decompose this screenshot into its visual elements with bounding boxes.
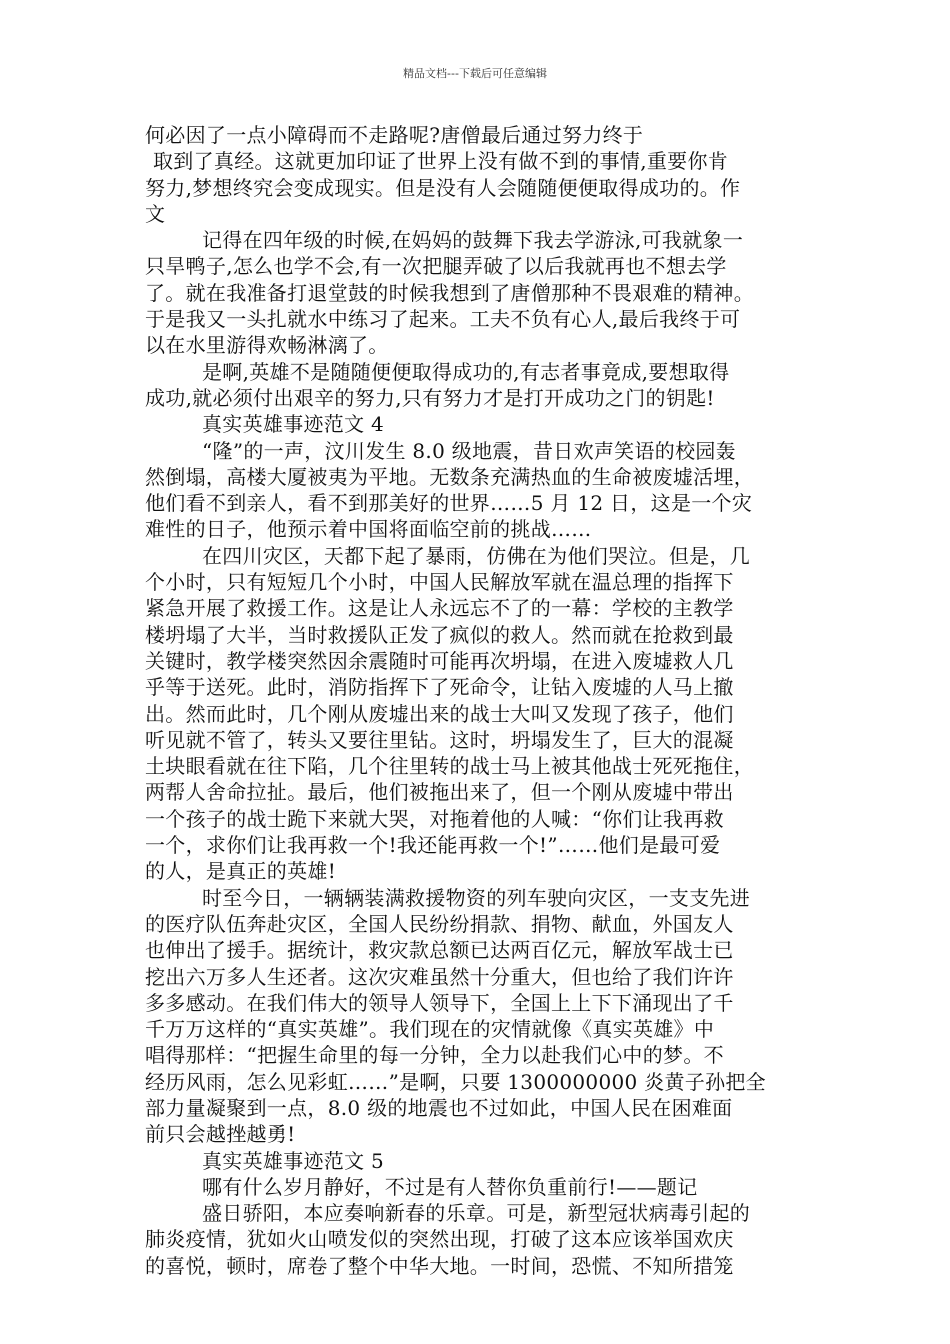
- text-line: 土块眼看就在往下陷，几个往里转的战士马上被其他战士死死拖住，: [145, 754, 754, 779]
- text-line: 只旱鸭子,怎么也学不会,有一次把腿弄破了以后我就再也不想去学: [145, 254, 727, 279]
- text-line: 他们看不到亲人，看不到那美好的世界……5 月 12 日，这是一个灾: [145, 491, 753, 516]
- text-line: 千万万这样的“真实英雄”。我们现在的灾情就像《真实英雄》中: [145, 1017, 715, 1042]
- text-line: 唱得那样：“把握生命里的每一分钟，全力以赴我们心中的梦。不: [145, 1043, 724, 1068]
- text-line: 的喜悦，顿时，席卷了整个中华大地。一时间，恐慌、不知所措笼: [145, 1253, 734, 1278]
- text-line: “隆”的一声，汶川发生 8.0 级地震，昔日欢声笑语的校园轰: [202, 438, 736, 463]
- text-line: 盛日骄阳，本应奏响新春的乐章。可是，新型冠状病毒引起的: [202, 1201, 751, 1226]
- text-line: 成功,就必须付出艰辛的努力,只有努力才是打开成功之门的钥匙!: [145, 385, 715, 410]
- text-line: 于是我又一头扎就水中练习了起来。工夫不负有心人,最后我终于可: [145, 307, 741, 332]
- text-line: 出。然而此时，几个刚从废墟出来的战士大叫又发现了孩子，他们: [145, 701, 734, 726]
- text-line: 肺炎疫情，犹如火山喷发似的突然出现，打破了这本应该举国欢庆: [145, 1227, 734, 1252]
- page-header: 精品文档---下载后可任意编辑: [403, 67, 547, 80]
- text-line: 部力量凝聚到一点，8.0 级的地震也不过如此，中国人民在困难面: [145, 1095, 733, 1120]
- text-line: 个小时，只有短短几个小时，中国人民解放军就在温总理的指挥下: [145, 570, 734, 595]
- text-line: 取到了真经。这就更加印证了世界上没有做不到的事情,重要你肯: [153, 149, 729, 174]
- document-body: [145, 122, 825, 1279]
- text-line: 哪有什么岁月静好，不过是有人替你负重前行!——题记: [202, 1174, 698, 1199]
- text-line: 经历风雨，怎么见彩虹……”是啊，只要 1300000000 炎黄子孙把全: [145, 1069, 766, 1094]
- text-line: 的医疗队伍奔赴灾区，全国人民纷纷捐款、捐物、献血，外国友人: [145, 911, 734, 936]
- text-line: 多多感动。在我们伟大的领导人领导下，全国上上下下涌现出了千: [145, 990, 734, 1015]
- text-line: 在四川灾区，天都下起了暴雨，仿佛在为他们哭泣。但是，几: [202, 543, 751, 568]
- text-line: 一个孩子的战士跪下来就大哭，对拖着他的人喊：“你们让我再救: [145, 806, 724, 831]
- text-line: 楼坍塌了大半，当时救援队正发了疯似的救人。然而就在抢救到最: [145, 622, 734, 647]
- text-line: 听见就不管了，转头又要往里钻。这时，坍塌发生了，巨大的混凝: [145, 727, 734, 752]
- text-line: 时至今日，一辆辆装满救援物资的列车驶向灾区，一支支先进: [202, 885, 751, 910]
- text-line: 难性的日子，他预示着中国将面临空前的挑战……: [145, 517, 592, 542]
- text-line: 真实英雄事迹范文 5: [202, 1148, 385, 1173]
- text-line: 乎等于送死。此时，消防指挥下了死命令，让钻入废墟的人马上撤: [145, 675, 734, 700]
- text-line: 挖出六万多人生还者。这次灾难虽然十分重大，但也给了我们许许: [145, 964, 734, 989]
- text-line: 真实英雄事迹范文 4: [202, 412, 385, 437]
- text-line: 两帮人舍命拉扯。最后，他们被拖出来了，但一个刚从废墟中带出: [145, 780, 734, 805]
- text-line: 一个，求你们让我再救一个!我还能再救一个!”……他们是最可爱: [145, 833, 721, 858]
- text-line: 是啊,英雄不是随随便便取得成功的,有志者事竟成,要想取得: [202, 359, 730, 384]
- text-line: 的人，是真正的英雄!: [145, 859, 337, 884]
- text-line: 关键时，教学楼突然因余震随时可能再次坍塌，在进入废墟救人几: [145, 648, 734, 673]
- text-line: 文: [145, 201, 166, 226]
- text-line: 然倒塌，高楼大厦被夷为平地。无数条充满热血的生命被废墟活埋，: [145, 464, 754, 489]
- text-line: 紧急开展了救援工作。这是让人永远忘不了的一幕：学校的主教学: [145, 596, 734, 621]
- text-line: 记得在四年级的时候,在妈妈的鼓舞下我去学游泳,可我就象一: [202, 228, 744, 253]
- text-line: 了。就在我准备打退堂鼓的时候我想到了唐僧那种不畏艰难的精神。: [145, 280, 754, 305]
- text-line: 努力,梦想终究会变成现实。但是没有人会随随便便取得成功的。作: [145, 175, 741, 200]
- text-line: 以在水里游得欢畅淋漓了。: [145, 333, 389, 358]
- text-line: 也伸出了援手。据统计，救灾款总额已达两百亿元，解放军战士已: [145, 938, 734, 963]
- text-line: 前只会越挫越勇!: [145, 1122, 296, 1147]
- text-line: 何必因了一点小障碍而不走路呢?唐僧最后通过努力终于: [145, 123, 644, 147]
